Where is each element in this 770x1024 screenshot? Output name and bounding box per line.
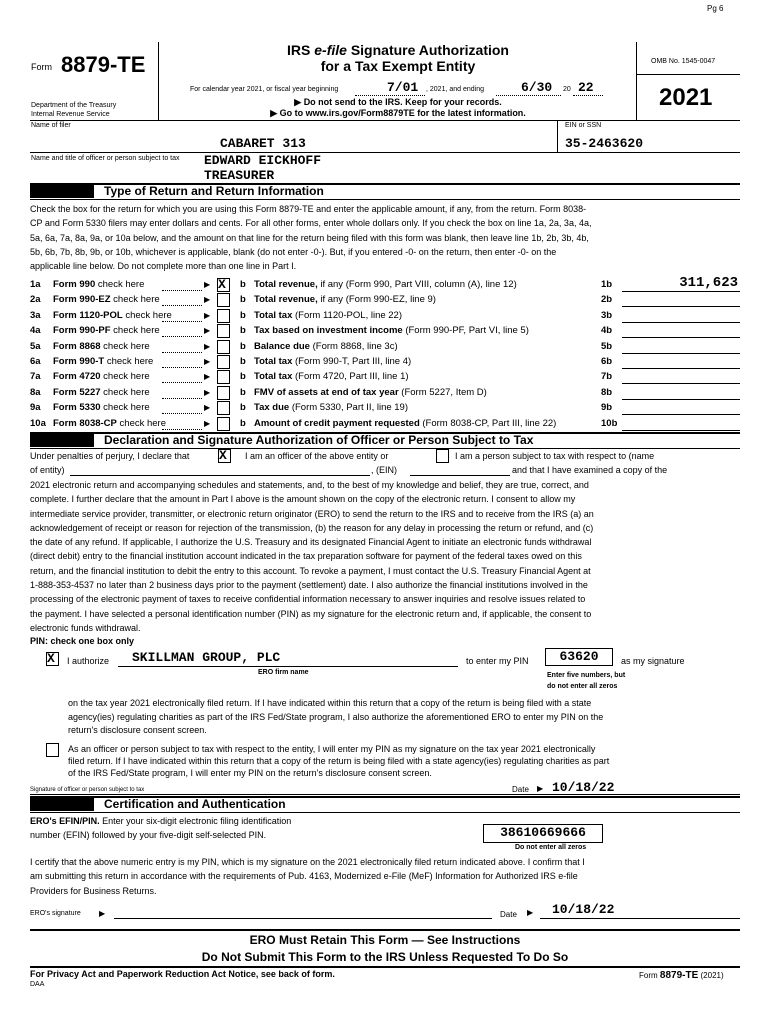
line-a-num: 4a bbox=[30, 325, 41, 337]
header-bottom-rule bbox=[30, 120, 740, 121]
declaration-line: the date of any refund. If applicable, I authorize the U.S. Treasury and its designated Financial Agent to initiate an electronic funds withdrawal bbox=[30, 537, 592, 548]
self-enter-paragraph bbox=[68, 743, 743, 779]
part1-line-row bbox=[30, 310, 742, 324]
declaration-line: 2021 electronic return and accompanying schedules and statements, and, to the best of my knowledge and belief, they are true, correct, and bbox=[30, 480, 589, 490]
line-a-num: 2a bbox=[30, 294, 41, 306]
footer-rule bbox=[30, 929, 740, 931]
line-a-check-mark: X bbox=[218, 277, 226, 292]
officer-signature-line[interactable] bbox=[30, 794, 740, 795]
line-b-label: b bbox=[240, 279, 246, 290]
pin-heading: PIN: check one box only bbox=[30, 636, 135, 646]
line-ref: 8b bbox=[601, 386, 613, 398]
dept-treasury: Department of the Treasury bbox=[31, 102, 117, 109]
footer-bottom-rule bbox=[30, 966, 740, 968]
line-amount-underline bbox=[622, 291, 740, 292]
line-a-num: 9a bbox=[30, 402, 41, 414]
of-entity: of entity) bbox=[30, 465, 65, 475]
under-penalties: Under penalties of perjury, I declare that bbox=[30, 451, 190, 461]
fiscal-year-end[interactable]: 6/30 bbox=[521, 80, 553, 95]
line-a-dots bbox=[162, 290, 202, 291]
line-a-dots bbox=[162, 352, 202, 353]
i-authorize: I authorize bbox=[67, 656, 110, 666]
line-a-form: Form 5227 check here bbox=[53, 386, 150, 398]
entity-name-field[interactable] bbox=[70, 475, 370, 476]
line-a-dots bbox=[162, 321, 202, 322]
line-b-desc: Amount of credit payment requested (Form 8038-CP, Part III, line 22) bbox=[254, 417, 557, 429]
daa: DAA bbox=[30, 981, 45, 988]
self-enter-line: As an officer or person subject to tax with respect to the entity, I will enter my PIN as my signature on the tax year 2021 electronically bbox=[68, 744, 596, 754]
omb-divider bbox=[636, 74, 740, 75]
person-subject-checkbox[interactable] bbox=[436, 449, 449, 463]
line-a-dots bbox=[162, 382, 202, 383]
line-a-form: Form 990 check here bbox=[53, 279, 145, 290]
line-a-form: Form 990-T check here bbox=[53, 356, 154, 367]
part2-declaration bbox=[30, 478, 742, 635]
line-ref: 1b bbox=[601, 279, 613, 290]
fy-year-line bbox=[573, 95, 603, 96]
line-b-label: b bbox=[240, 325, 246, 337]
part1-instructions: Check the box for the return for which you are using this Form 8879-TE and enter the applicable amount, if any, from the return. Form 8038- CP and Form 5330 filers may enter dollars and cents. For all other forms, enter whole dollars only. If you check the box on line 1a, 2a, 3a, 4a, 5a, 6a, 7a, 8a, 9a, or 10a below, and the amount on that line for the return being filed with this form was blank, then leave line 1b, 2b, 3b, 4b, 5b, 6b, 7b, 8b, 9b, or 10b, whichever is applicable, blank (do not enter -0-). But, if you entered -0- on the return, then enter -0- on the applicable line below. Do not complete more than one line in Part I. bbox=[30, 204, 592, 272]
fiscal-year-begin[interactable]: 7/01 bbox=[387, 80, 419, 95]
authorize-line: on the tax year 2021 electronically filed return. If I have indicated within this return that a copy of the return is being filed with a state bbox=[68, 698, 592, 708]
line-b-label: b bbox=[240, 356, 246, 367]
part3-title-rule bbox=[30, 812, 740, 813]
line-b-label: b bbox=[240, 402, 246, 414]
line-ref: 6b bbox=[601, 356, 613, 367]
certify-line: Providers for Business Returns. bbox=[30, 885, 157, 896]
line-a-checkbox[interactable] bbox=[217, 309, 230, 323]
officer-name-title[interactable] bbox=[204, 153, 321, 183]
self-enter-line: of the IRS Fed/State program, I will enter my PIN on the return's disclosure consent screen. bbox=[68, 768, 432, 778]
privacy-notice: For Privacy Act and Paperwork Reduction Act Notice, see back of form. bbox=[30, 969, 335, 979]
fy-begin-line bbox=[355, 95, 425, 96]
arrow-right-icon: ▶ bbox=[204, 418, 211, 428]
line-ref: 9b bbox=[601, 402, 613, 414]
line-amount-underline bbox=[622, 306, 740, 307]
line-a-form: Form 8038-CP check here bbox=[53, 417, 167, 429]
part3-title: Certification and Authentication bbox=[104, 797, 286, 811]
authorize-line: return's disclosure consent screen. bbox=[68, 725, 207, 735]
ero-firm-label: ERO firm name bbox=[258, 669, 309, 676]
to-enter-pin: to enter my PIN bbox=[466, 656, 529, 666]
line-b-desc: Total revenue, if any (Form 990, Part VIII, column (A), line 12) bbox=[254, 279, 517, 290]
part2-title: Declaration and Signature Authorization of Officer or Person Subject to Tax bbox=[104, 433, 534, 447]
do-not-send: ▶ Do not send to the IRS. Keep for your records. bbox=[294, 97, 502, 107]
line-ref: 7b bbox=[601, 371, 613, 383]
certify-line: I certify that the above numeric entry is my PIN, which is my signature on the 2021 electronically filed return indicated above. I confirm that I bbox=[30, 857, 585, 867]
line-a-dots bbox=[162, 429, 202, 430]
line-a-checkbox[interactable] bbox=[217, 401, 230, 415]
page-number: Pg 6 bbox=[707, 4, 724, 13]
self-enter-line: filed return. If I have indicated within this return that a copy of the return is being filed with a state agency(ies) regulating charities as part bbox=[68, 756, 610, 766]
line-b-desc: Total tax (Form 4720, Part III, line 1) bbox=[254, 371, 409, 383]
filer-rule bbox=[30, 152, 740, 153]
ein-divider bbox=[557, 120, 558, 152]
line-a-num: 5a bbox=[30, 340, 41, 352]
line-amount-underline bbox=[622, 353, 740, 354]
mid-text: , 2021, and ending bbox=[426, 86, 484, 93]
fiscal-year-end-year[interactable]: 22 bbox=[578, 80, 594, 95]
arrow-right-icon: ▶ bbox=[204, 341, 211, 351]
line-a-num: 1a bbox=[30, 279, 41, 290]
line-amount[interactable]: 311,623 bbox=[679, 275, 738, 291]
fy-end-line bbox=[496, 95, 561, 96]
line-a-dots bbox=[162, 413, 202, 414]
arrow-right-icon: ▶ bbox=[204, 280, 211, 289]
arrow-right-icon: ▶ bbox=[204, 326, 211, 336]
ero-sig-arrow-icon: ▶ bbox=[99, 909, 106, 918]
line-amount-underline bbox=[622, 414, 740, 415]
part1-bar bbox=[30, 185, 94, 198]
line-a-checkbox[interactable] bbox=[217, 370, 230, 384]
line-amount-underline bbox=[622, 337, 740, 338]
line-amount-underline bbox=[622, 383, 740, 384]
line-b-label: b bbox=[240, 371, 246, 383]
line-b-label: b bbox=[240, 340, 246, 352]
part2-title-rule bbox=[30, 448, 740, 449]
line-b-label: b bbox=[240, 294, 246, 306]
line-a-checkbox[interactable] bbox=[217, 324, 230, 338]
line-a-num: 7a bbox=[30, 371, 41, 383]
ero-date-line bbox=[540, 918, 740, 919]
ein-value[interactable]: 35-2463620 bbox=[565, 136, 644, 151]
entity-ein-field[interactable] bbox=[410, 475, 510, 476]
part1-line-row bbox=[30, 387, 742, 401]
line-a-num: 3a bbox=[30, 309, 41, 321]
line-b-label: b bbox=[240, 309, 246, 321]
line-a-num: 8a bbox=[30, 386, 41, 398]
line-ref: 4b bbox=[601, 325, 613, 337]
line-a-form: Form 4720 check here bbox=[53, 371, 150, 383]
line-a-form: Form 8868 check here bbox=[53, 340, 150, 352]
declaration-line: acknowledgement of receipt or reason for rejection of the transmission, (b) the reason for any delay in processing the return or refund, and (c) bbox=[30, 522, 594, 533]
ein-paren: , (EIN) bbox=[371, 465, 397, 475]
filer-name-label: Name of filer bbox=[31, 122, 71, 129]
date-label: Date bbox=[512, 785, 529, 794]
ero-efin-pin-box[interactable]: 38610669666 bbox=[483, 824, 603, 843]
line-amount-underline bbox=[622, 399, 740, 400]
ero-firm-name[interactable]: SKILLMAN GROUP, PLC bbox=[132, 650, 281, 665]
line-ref: 5b bbox=[601, 340, 613, 352]
examined-text: and that I have examined a copy of the bbox=[512, 465, 668, 475]
line-a-form: Form 990-EZ check here bbox=[53, 294, 160, 306]
authorize-check-mark: X bbox=[47, 651, 55, 666]
form-title: IRS e-file Signature Authorization for a Tax Exempt Entity bbox=[287, 42, 509, 74]
line-a-num: 6a bbox=[30, 356, 41, 367]
officer-signature-label: Signature of officer or person subject to tax bbox=[30, 787, 145, 793]
ero-name-line bbox=[118, 666, 458, 667]
part1-line-row bbox=[30, 418, 742, 432]
part1-line-row bbox=[30, 402, 742, 416]
calendar-year-text: For calendar year 2021, or fiscal year beginning bbox=[190, 86, 339, 93]
form-word: Form bbox=[31, 62, 52, 72]
certify-line: am submitting this return in accordance with the requirements of Pub. 4163, Modernized e-File (MeF) Information for Authorized IRS e-file bbox=[30, 871, 578, 882]
part1-line-row bbox=[30, 325, 742, 339]
line-b-desc: Balance due (Form 8868, line 3c) bbox=[254, 340, 398, 352]
line-ref: 3b bbox=[601, 309, 613, 321]
date-arrow-icon: ▶ bbox=[537, 784, 544, 793]
declaration-line: electronic funds withdrawal. bbox=[30, 622, 141, 633]
declaration-line: 1-888-353-4537 no later than 2 business days prior to the payment (settlement) date. I also authorize the financial institutions involved in the bbox=[30, 580, 588, 591]
ein-label: EIN or SSN bbox=[565, 122, 602, 129]
declaration-line: complete. I further declare that the amount in Part I above is the amount shown on the copy of the electronic return. I consent to allow my bbox=[30, 494, 576, 505]
retain-line2: Do Not Submit This Form to the IRS Unless Requested To Do So bbox=[201, 950, 569, 964]
officer-text: I am an officer of the above entity or bbox=[245, 451, 389, 461]
line-a-checkbox[interactable] bbox=[217, 340, 230, 354]
line-a-dots bbox=[162, 398, 202, 399]
part1-line-row bbox=[30, 275, 742, 293]
part1-line-row bbox=[30, 294, 742, 308]
tax-year: 2021 bbox=[659, 84, 713, 111]
line-a-checkbox[interactable] bbox=[217, 417, 230, 431]
ero-signature-line[interactable] bbox=[114, 918, 492, 919]
officer-pin-box[interactable]: 63620 bbox=[545, 648, 613, 666]
filer-name[interactable]: CABARET 313 bbox=[220, 136, 306, 151]
ero-date-arrow-icon: ▶ bbox=[527, 908, 534, 917]
officer-check-mark: X bbox=[219, 448, 227, 463]
line-amount-underline bbox=[622, 322, 740, 323]
ero-signature-label: ERO's signature bbox=[30, 910, 81, 917]
line-a-form: Form 1120-POL check here bbox=[53, 309, 172, 321]
retain-line1: ERO Must Retain This Form — See Instructions bbox=[249, 933, 521, 947]
arrow-right-icon: ▶ bbox=[204, 372, 211, 382]
arrow-right-icon: ▶ bbox=[204, 310, 211, 320]
line-ref: 10b bbox=[601, 417, 618, 429]
line-a-dots bbox=[162, 367, 202, 368]
self-enter-pin-checkbox[interactable] bbox=[46, 743, 59, 757]
form-number: 8879-TE bbox=[61, 52, 146, 77]
retain-notice bbox=[30, 932, 740, 966]
arrow-right-icon: ▶ bbox=[204, 403, 211, 413]
line-a-form: Form 5330 check here bbox=[53, 402, 150, 414]
declaration-line: (direct debit) entry to the financial institution account indicated in the tax preparation software for payment of the federal taxes owed on this bbox=[30, 551, 582, 562]
header-divider-left bbox=[158, 42, 159, 120]
part3-bar bbox=[30, 798, 94, 811]
omb-number: OMB No. 1545-0047 bbox=[651, 58, 716, 65]
efin-instructions: ERO's EFIN/PIN. Enter your six-digit electronic filing identification number (EFIN) followed by your five-digit self-selected PIN. bbox=[30, 816, 292, 840]
line-b-desc: Total revenue, if any (Form 990-EZ, line 9) bbox=[254, 294, 436, 306]
efin-note: Do not enter all zeros bbox=[515, 844, 587, 851]
line-b-desc: FMV of assets at end of tax year (Form 5227, Item D) bbox=[254, 386, 487, 398]
pin-note: Enter five numbers, but do not enter all zeros bbox=[547, 672, 626, 690]
footer-form-id: Form 8879-TE (2021) bbox=[639, 970, 724, 981]
twenty-prefix: 20 bbox=[563, 86, 571, 93]
part2-bar bbox=[30, 434, 94, 447]
header-divider-right bbox=[636, 42, 637, 120]
declaration-line: return, and the financial institution to debit the entry to this account. To revoke a payment, I must contact the U.S. Treasury Financial Agent at bbox=[30, 565, 591, 576]
line-b-desc: Total tax (Form 990-T, Part III, line 4) bbox=[254, 356, 412, 367]
ero-sign-date[interactable]: 10/18/22 bbox=[552, 902, 615, 917]
line-a-checkbox[interactable] bbox=[217, 293, 230, 307]
part1-line-row bbox=[30, 341, 742, 355]
ero-date-label: Date bbox=[500, 910, 517, 919]
arrow-right-icon: ▶ bbox=[204, 295, 211, 305]
part1-title-rule bbox=[30, 199, 740, 200]
dept-irs: Internal Revenue Service bbox=[31, 111, 110, 118]
line-a-checkbox[interactable] bbox=[217, 386, 230, 400]
part1-line-row bbox=[30, 371, 742, 385]
person-text: I am a person subject to tax with respect to (name bbox=[455, 451, 655, 461]
officer-name: EDWARD EICKHOFF bbox=[204, 153, 322, 168]
line-a-dots bbox=[162, 305, 202, 306]
line-b-label: b bbox=[240, 386, 246, 398]
line-a-num: 10a bbox=[30, 417, 46, 429]
line-ref: 2b bbox=[601, 294, 613, 306]
part1-line-row bbox=[30, 356, 742, 370]
declaration-line: the payment. I have selected a personal identification number (PIN) as my signature for the electronic return and, if applicable, the consent to bbox=[30, 608, 592, 619]
line-b-desc: Tax due (Form 5330, Part II, line 19) bbox=[254, 402, 408, 414]
line-amount-underline bbox=[622, 430, 740, 431]
officer-sign-date[interactable]: 10/18/22 bbox=[552, 780, 615, 795]
line-a-dots bbox=[162, 336, 202, 337]
line-b-desc: Total tax (Form 1120-POL, line 22) bbox=[254, 309, 403, 321]
as-my-signature: as my signature bbox=[621, 656, 685, 666]
certify-paragraph bbox=[30, 855, 742, 898]
part1-title: Type of Return and Return Information bbox=[104, 184, 324, 198]
officer-label: Name and title of officer or person subject to tax bbox=[31, 155, 180, 162]
declaration-line: processing of the electronic payment of taxes to receive confidential information necessary to answer inquiries and resolve issues related to bbox=[30, 594, 586, 605]
arrow-right-icon: ▶ bbox=[204, 357, 211, 366]
officer-title: TREASURER bbox=[204, 168, 275, 183]
arrow-right-icon: ▶ bbox=[204, 387, 211, 397]
department bbox=[31, 101, 116, 119]
declaration-line: intermediate service provider, transmitter, or electronic return originator (ERO) to send the return to the IRS and to receive from the IRS (a) an bbox=[30, 508, 594, 519]
go-to-url: ▶ Go to www.irs.gov/Form8879TE for the latest information. bbox=[270, 108, 526, 118]
authorize-line: agency(ies) regulating charities as part of the IRS Fed/State program, I also authorize the aforementioned ERO to enter my PIN on the bbox=[68, 711, 604, 722]
line-b-label: b bbox=[240, 417, 246, 429]
authorize-paragraph bbox=[68, 697, 743, 738]
line-a-checkbox[interactable] bbox=[217, 355, 230, 369]
line-a-form: Form 990-PF check here bbox=[53, 325, 160, 337]
line-amount-underline bbox=[622, 368, 740, 369]
line-b-desc: Tax based on investment income (Form 990-PF, Part VI, line 5) bbox=[254, 325, 529, 337]
